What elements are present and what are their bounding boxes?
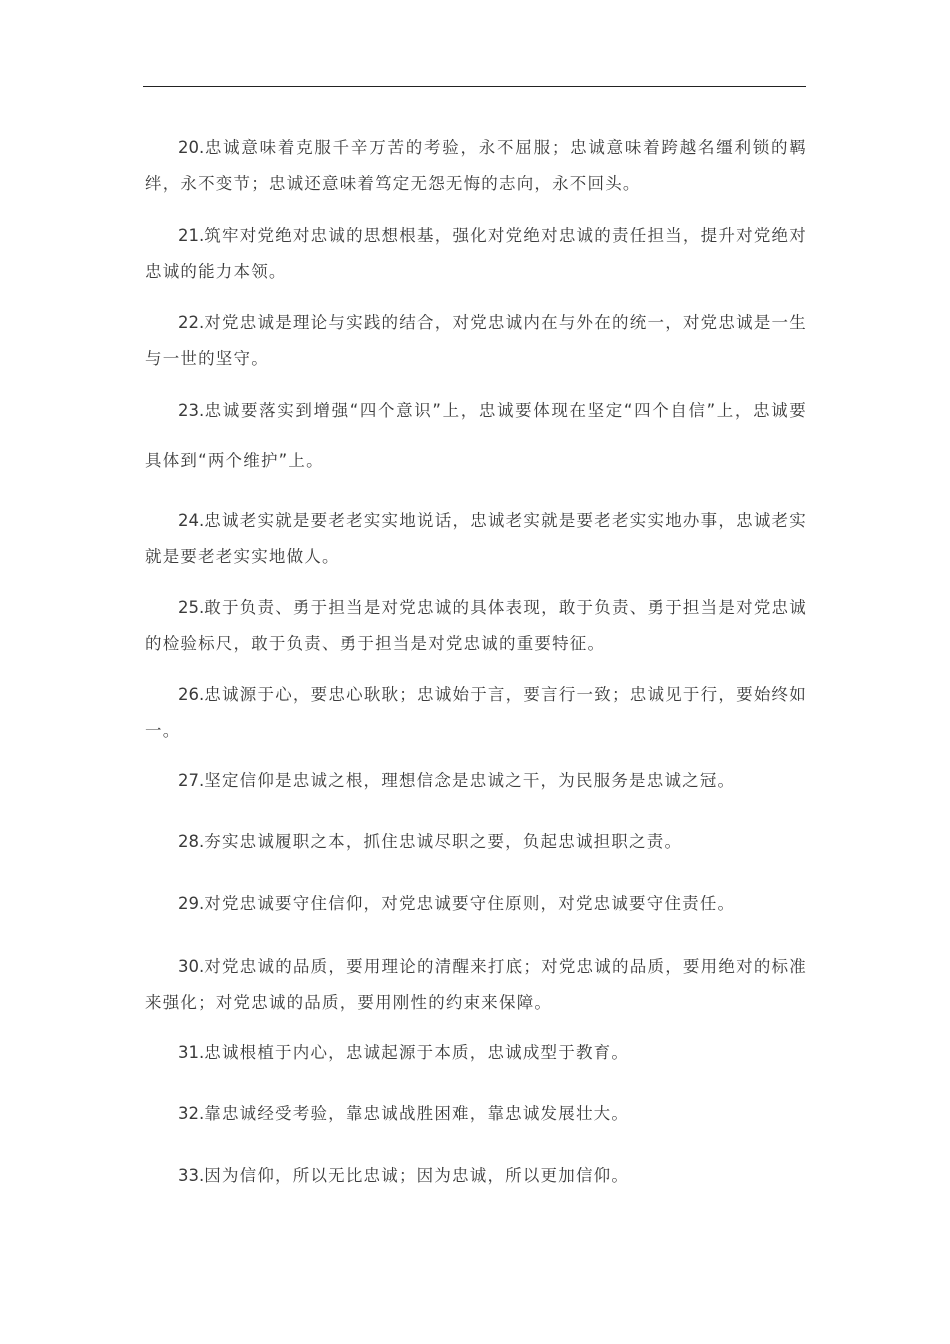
list-item	[145, 1035, 807, 1071]
list-item	[145, 886, 807, 922]
item-text: 对党忠诚的品质，要用理论的清醒来打底；对党忠诚的品质，要用绝对的标准来强化；对党忠诚的品质，要用刚性的约束来保障。	[145, 957, 807, 1012]
item-text: 忠诚根植于内心，忠诚起源于本质，忠诚成型于教育。	[204, 1043, 630, 1062]
item-text: 忠诚老实就是要老老实实地说话，忠诚老实就是要老老实实地办事，忠诚老实就是要老老实实地做人。	[145, 511, 807, 566]
item-text: 夯实忠诚履职之本，抓住忠诚尽职之要，负起忠诚担职之责。	[204, 832, 683, 851]
item-text: 对党忠诚要守住信仰，对党忠诚要守住原则，对党忠诚要守住责任。	[204, 894, 736, 913]
item-number: 23.	[178, 401, 205, 420]
list-item	[145, 824, 807, 860]
item-text: 忠诚意味着克服千辛万苦的考验，永不屈服；忠诚意味着跨越名缰利锁的羁绊，永不变节；忠诚还意味着笃定无怨无悔的志向，永不回头。	[145, 138, 807, 193]
item-number: 25.	[178, 598, 205, 617]
item-number: 29.	[178, 894, 205, 913]
item-text: 因为信仰，所以无比忠诚；因为忠诚，所以更加信仰。	[204, 1166, 630, 1185]
item-number: 20.	[178, 138, 205, 157]
list-item	[145, 590, 807, 662]
item-number: 26.	[178, 685, 205, 704]
list-item	[145, 130, 807, 202]
list-item	[145, 1096, 807, 1132]
list-item	[145, 949, 807, 1021]
item-text: 筑牢对党绝对忠诚的思想根基，强化对党绝对忠诚的责任担当，提升对党绝对忠诚的能力本领。	[145, 226, 807, 281]
item-text: 敢于负责、勇于担当是对党忠诚的具体表现，敢于负责、勇于担当是对党忠诚的检验标尺，敢于负责、勇于担当是对党忠诚的重要特征。	[145, 598, 807, 653]
item-number: 30.	[178, 957, 205, 976]
list-item	[145, 218, 807, 290]
list-item	[145, 677, 807, 749]
list-item	[145, 305, 807, 377]
item-text: 靠忠诚经受考验，靠忠诚战胜困难，靠忠诚发展壮大。	[204, 1104, 630, 1123]
item-text: 坚定信仰是忠诚之根，理想信念是忠诚之干，为民服务是忠诚之冠。	[204, 771, 736, 790]
item-text: 忠诚要落实到增强“四个意识”上，忠诚要体现在坚定“四个自信”上，忠诚要具体到“两个维护”上。	[145, 401, 807, 470]
item-number: 33.	[178, 1166, 205, 1185]
item-number: 22.	[178, 313, 205, 332]
item-number: 27.	[178, 771, 205, 790]
list-item	[145, 503, 807, 575]
header-rule	[143, 86, 806, 87]
item-number: 28.	[178, 832, 205, 851]
list-item	[145, 1158, 807, 1194]
list-item	[145, 386, 807, 486]
list-item	[145, 763, 807, 799]
item-text: 忠诚源于心，要忠心耿耿；忠诚始于言，要言行一致；忠诚见于行，要始终如一。	[145, 685, 807, 740]
item-number: 24.	[178, 511, 205, 530]
item-number: 31.	[178, 1043, 205, 1062]
item-text: 对党忠诚是理论与实践的结合，对党忠诚内在与外在的统一，对党忠诚是一生与一世的坚守。	[145, 313, 807, 368]
item-number: 32.	[178, 1104, 205, 1123]
item-number: 21.	[178, 226, 205, 245]
